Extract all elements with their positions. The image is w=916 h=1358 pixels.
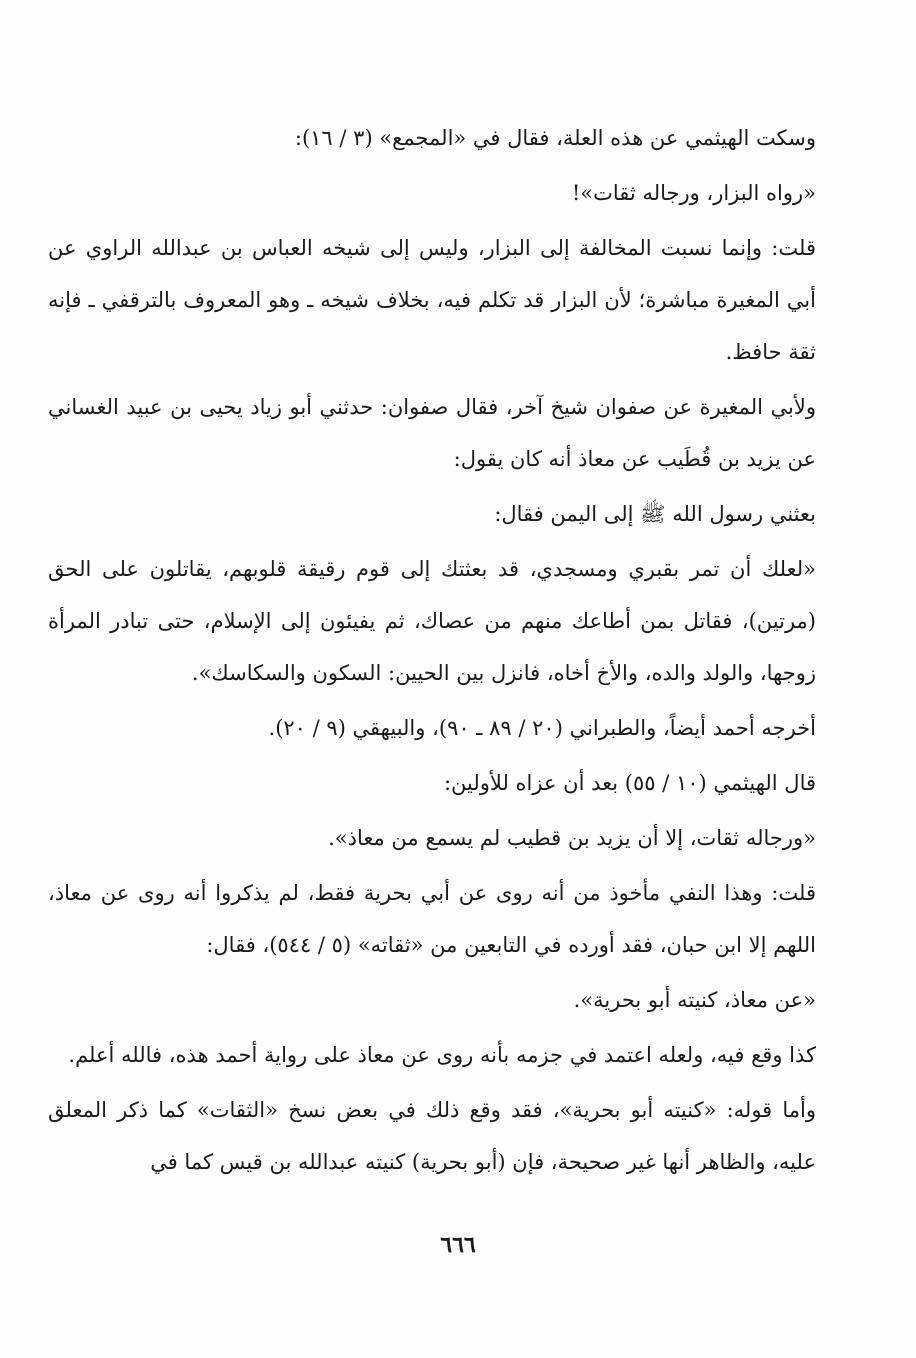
page-number: ٦٦٦: [440, 1232, 476, 1258]
paragraph: أخرجه أحمد أيضاً، والطبراني (٢٠ / ٨٩ ـ ٩٠)، والبيهقي (٩ / ٢٠).: [268, 716, 816, 740]
paragraph: «رواه البزار، ورجاله ثقات»!: [571, 181, 816, 205]
paragraph: «عن معاذ، كنيته أبو بحرية».: [573, 988, 816, 1012]
paragraph: «لعلك أن تمر بقبري ومسجدي، قد بعثتك إلى قوم رقيقة قلوبهم، يقاتلون على الحق (مرتين)، فقاتل بمن أطاعك منهم من عصاك، ثم يفيئون إلى الإسلام، حتى تبادر المرأة زوجها، والولد والده، والأخ أخاه، فانزل بين الحيين: السكون والسكاسك».: [48, 557, 816, 685]
paragraph: قلت: وهذا النفي مأخوذ من أنه روى عن أبي بحرية فقط، لم يذكروا أنه روى عن معاذ، اللهم إلا ابن حبان، فقد أورده في التابعين من «ثقاته» (٥ / ٥٤٤)، فقال:: [48, 881, 816, 957]
body-text: [48, 112, 816, 1191]
paragraph: قلت: وإنما نسبت المخالفة إلى البزار، وليس إلى شيخه العباس بن عبدالله الراوي عن أبي المغيرة مباشرة؛ لأن البزار قد تكلم فيه، بخلاف شيخه ـ وهو المعروف بالترقفي ـ فإنه ثقة حافظ.: [48, 236, 816, 364]
paragraph: «ورجاله ثقات، إلا أن يزيد بن قطيب لم يسمع من معاذ».: [328, 826, 816, 850]
paragraph: كذا وقع فيه، ولعله اعتمد في جزمه بأنه روى عن معاذ على رواية أحمد هذه، فالله أعلم.: [68, 1043, 816, 1067]
paragraph: قال الهيثمي (١٠ / ٥٥) بعد أن عزاه للأولين:: [443, 771, 816, 795]
paragraph: بعثني رسول الله ﷺ إلى اليمن فقال:: [494, 502, 816, 526]
paragraph: ولأبي المغيرة عن صفوان شيخ آخر، فقال صفوان: حدثني أبو زياد يحيى بن عبيد الغساني عن يزيد بن قُطَيب عن معاذ أنه كان يقول:: [48, 395, 816, 471]
paragraph: وأما قوله: «كنيته أبو بحرية»، فقد وقع ذلك في بعض نسخ «الثقات» كما ذكر المعلق عليه، والظاهر أنها غير صحيحة، فإن (أبو بحرية) كنيته عبدالله بن قيس كما في: [48, 1098, 816, 1174]
paragraph: وسكت الهيثمي عن هذه العلة، فقال في «المجمع» (٣ / ١٦):: [294, 126, 816, 150]
